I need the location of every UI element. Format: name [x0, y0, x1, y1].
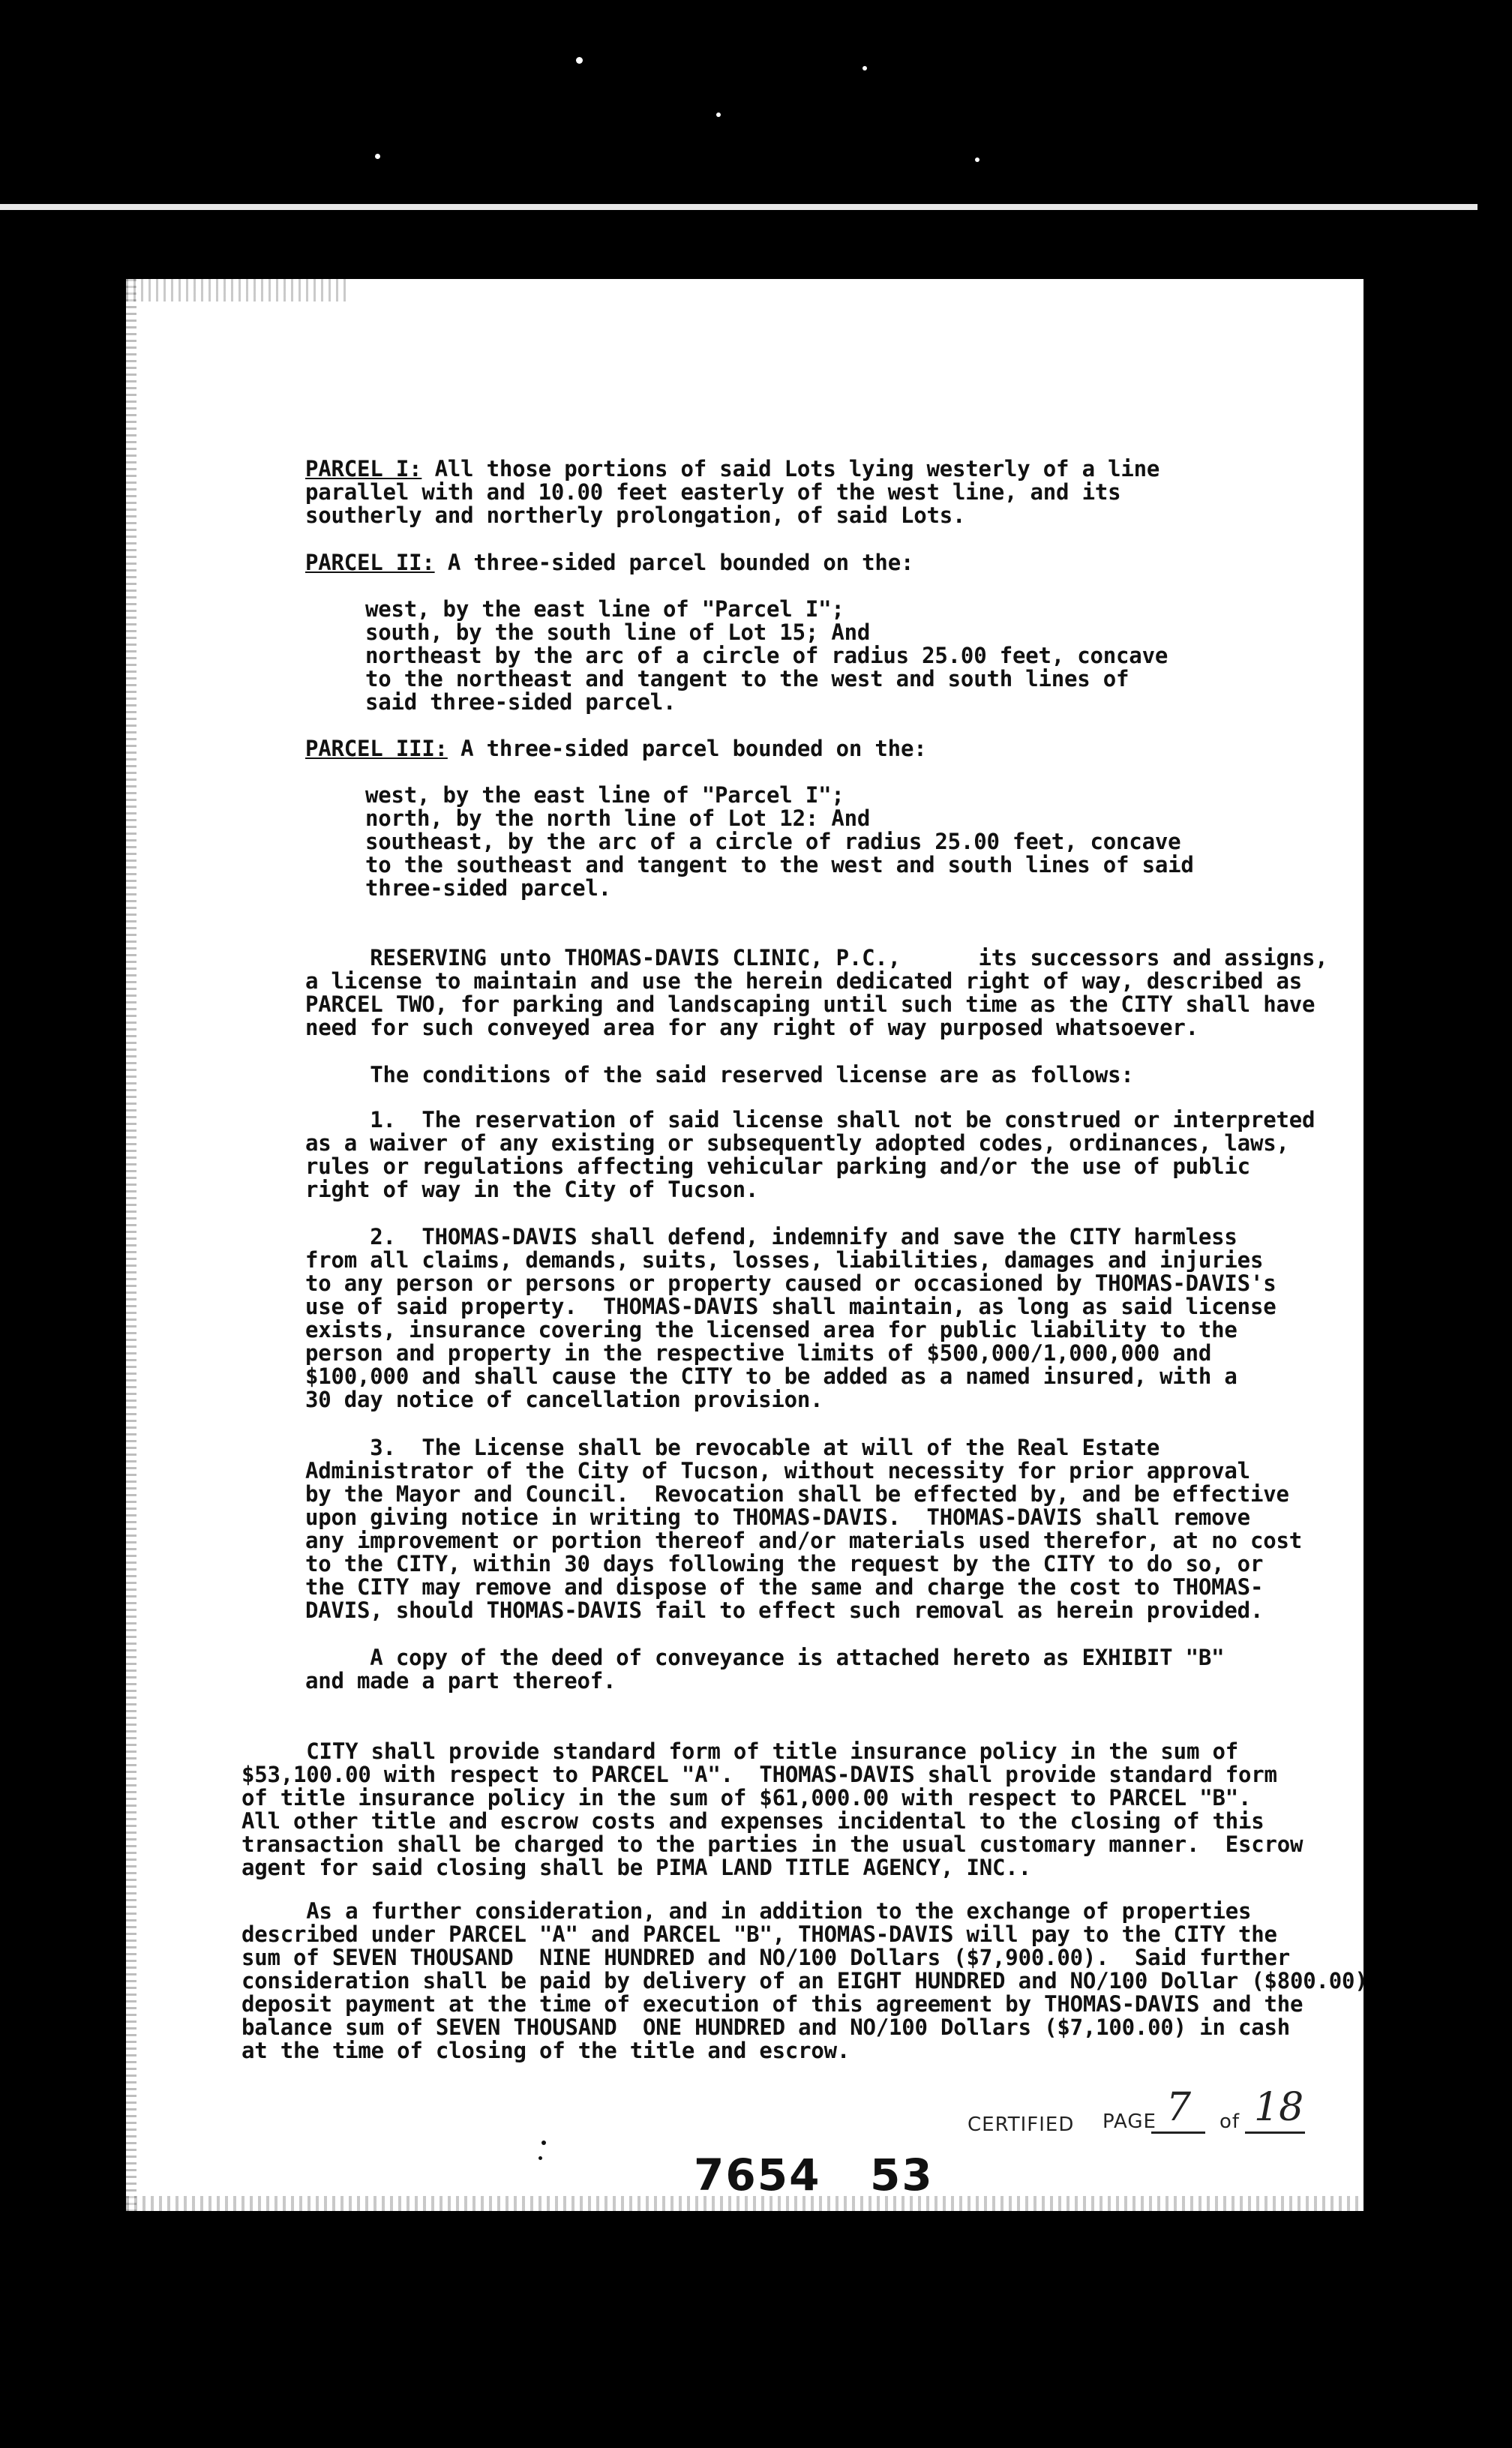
paragraph-line: $53,100.00 with respect to PARCEL "A". THOMAS-DAVIS shall provide standard form [242, 1762, 1277, 1787]
paragraph-line: of title insurance policy in the sum of $61,000.00 with respect to PARCEL "B". [242, 1785, 1252, 1810]
paragraph-line: $100,000 and shall cause the CITY to be added as a named insured, with a [305, 1364, 1238, 1389]
condition-3 [305, 1436, 1302, 1622]
paragraph-line: the CITY may remove and dispose of the same and charge the cost to THOMAS- [305, 1574, 1264, 1600]
paragraph-line: 3. The License shall be revocable at will of the Real Estate [305, 1435, 1160, 1460]
parcel-3-intro [305, 737, 926, 760]
paragraph-line: Administrator of the City of Tucson, without necessity for prior approval [305, 1458, 1250, 1484]
parcel-2-boundaries [365, 598, 1168, 714]
parcel-3-intro-text: A three-sided parcel bounded on the: [447, 736, 927, 761]
consideration-paragraph [242, 1900, 1368, 2062]
ink-speck [542, 2140, 546, 2145]
paragraph-line: and made a part thereof. [305, 1668, 616, 1694]
condition-2 [305, 1226, 1276, 1412]
paragraph-line: DAVIS, should THOMAS-DAVIS fail to effect such removal as herein provided. [305, 1598, 1264, 1623]
reserving-paragraph [305, 946, 1328, 1040]
paragraph-line: as a waiver of any existing or subsequently adopted codes, ordinances, laws, [305, 1130, 1289, 1156]
page-edge-top [126, 279, 351, 302]
paragraph-line: person and property in the respective limits of $500,000/1,000,000 and [305, 1340, 1212, 1366]
paragraph-line: 1. The reservation of said license shall not be construed or interpreted [305, 1107, 1316, 1132]
scan-top-margin [0, 0, 1512, 202]
paragraph-line: to the CITY, within 30 days following the request by the CITY to do so, or [305, 1551, 1264, 1576]
parcel-2-intro [305, 551, 914, 574]
parcel-1 [305, 458, 1160, 527]
deed-copy-paragraph [305, 1646, 1224, 1693]
boundary-line: west, by the east line of "Parcel I"; [365, 782, 844, 808]
paragraph-line: transaction shall be charged to the parties in the usual customary manner. Escrow [242, 1832, 1304, 1857]
paragraph-line: exists, insurance covering the licensed area for public liability to the [305, 1317, 1238, 1342]
page-number-handwritten: 7 [1166, 2085, 1192, 2130]
parcel-3-boundaries [365, 784, 1194, 900]
paragraph-line: described under PARCEL "A" and PARCEL "B", THOMAS-DAVIS will pay to the CITY the [242, 1922, 1277, 1947]
paragraph-line: 2. THOMAS-DAVIS shall defend, indemnify and save the CITY harmless [305, 1224, 1238, 1250]
scan-speck [716, 112, 721, 117]
parcel-1-line: southerly and northerly prolongation, of said Lots. [305, 502, 966, 528]
paragraph-line: a license to maintain and use the herein dedicated right of way, described as [305, 968, 1302, 994]
conditions-intro: The conditions of the said reserved license are as follows: [305, 1062, 1134, 1088]
certified-label: CERTIFIED [968, 2114, 1075, 2136]
paragraph-line: rules or regulations affecting vehicular parking and/or the use of public [305, 1154, 1250, 1179]
paragraph-line: need for such conveyed area for any right of way purposed whatsoever. [305, 1015, 1198, 1040]
parcel-1-heading: PARCEL I: [305, 456, 422, 482]
condition-1 [305, 1108, 1315, 1202]
parcel-2-heading: PARCEL II: [305, 550, 435, 575]
boundary-line: said three-sided parcel. [365, 689, 676, 715]
paragraph-line: to any person or persons or property caused or occasioned by THOMAS-DAVIS's [305, 1270, 1276, 1296]
boundary-line: southeast, by the arc of a circle of radius 25.00 feet, concave [365, 829, 1181, 854]
parcel-1-line: All those portions of said Lots lying westerly of a line [422, 456, 1160, 482]
scan-speck [975, 158, 980, 162]
record-stamp-page: 53 [870, 2150, 934, 2200]
paragraph-line: agent for said closing shall be PIMA LAND TITLE AGENCY, INC.. [242, 1855, 1031, 1880]
paragraph-line: at the time of closing of the title and escrow. [242, 2038, 850, 2063]
boundary-line: north, by the north line of Lot 12: And [365, 806, 871, 831]
boundary-line: three-sided parcel. [365, 875, 611, 901]
boundary-line: west, by the east line of "Parcel I"; [365, 596, 844, 622]
paragraph-line: consideration shall be paid by delivery of an EIGHT HUNDRED and NO/100 Dollar ($800.00) [242, 1968, 1368, 1994]
ink-speck [538, 2156, 542, 2160]
paragraph-line: A copy of the deed of conveyance is attached hereto as EXHIBIT "B" [305, 1645, 1225, 1670]
paragraph-line: upon giving notice in writing to THOMAS-DAVIS. THOMAS-DAVIS shall remove [305, 1504, 1250, 1530]
boundary-line: to the northeast and tangent to the west and south lines of [365, 666, 1130, 692]
paragraph-line: As a further consideration, and in addition to the exchange of properties [242, 1898, 1252, 1924]
of-label: of [1220, 2110, 1240, 2133]
paragraph-line: by the Mayor and Council. Revocation shall be effected by, and be effective [305, 1481, 1289, 1507]
parcel-2-intro-text: A three-sided parcel bounded on the: [434, 550, 914, 575]
scan-top-rule [0, 204, 1478, 210]
page-label: PAGE [1102, 2110, 1156, 2133]
paragraph-line: from all claims, demands, suits, losses, liabilities, damages and injuries [305, 1247, 1264, 1273]
scan-right-margin [1364, 279, 1478, 2211]
paragraph-line: balance sum of SEVEN THOUSAND ONE HUNDRED and NO/100 Dollars ($7,100.00) in cash [242, 2014, 1291, 2040]
page-edge-left [126, 279, 136, 2211]
parcel-3-heading: PARCEL III: [305, 736, 448, 761]
paragraph-line: any improvement or portion thereof and/or materials used therefor, at no cost [305, 1528, 1302, 1553]
paragraph-line: RESERVING unto THOMAS-DAVIS CLINIC, P.C., its successors and assigns, [305, 945, 1328, 970]
boundary-line: south, by the south line of Lot 15; And [365, 620, 871, 645]
paragraph-line: right of way in the City of Tucson. [305, 1177, 759, 1202]
boundary-line: to the southeast and tangent to the west and south lines of said [365, 852, 1194, 878]
paragraph-line: All other title and escrow costs and expenses incidental to the closing of this [242, 1808, 1264, 1834]
paragraph-line: use of said property. THOMAS-DAVIS shall maintain, as long as said license [305, 1294, 1276, 1319]
boundary-line: northeast by the arc of a circle of radius 25.00 feet, concave [365, 643, 1168, 668]
title-insurance-paragraph [242, 1740, 1303, 1880]
paragraph-line: sum of SEVEN THOUSAND NINE HUNDRED and NO/100 Dollars ($7,900.00). Said further [242, 1945, 1291, 1970]
scan-speck [375, 154, 380, 159]
scan-speck [576, 57, 583, 64]
total-pages-handwritten: 18 [1254, 2085, 1304, 2130]
paragraph-line: 30 day notice of cancellation provision. [305, 1387, 824, 1412]
parcel-1-line: parallel with and 10.00 feet easterly of the west line, and its [305, 479, 1121, 505]
scan-speck [862, 66, 867, 70]
record-stamp-book: 7654 [694, 2150, 821, 2200]
paragraph-line: deposit payment at the time of execution of this agreement by THOMAS-DAVIS and the [242, 1991, 1304, 2017]
paragraph-line: PARCEL TWO, for parking and landscaping until such time as the CITY shall have [305, 992, 1316, 1017]
paragraph-line: CITY shall provide standard form of title insurance policy in the sum of [242, 1738, 1238, 1764]
